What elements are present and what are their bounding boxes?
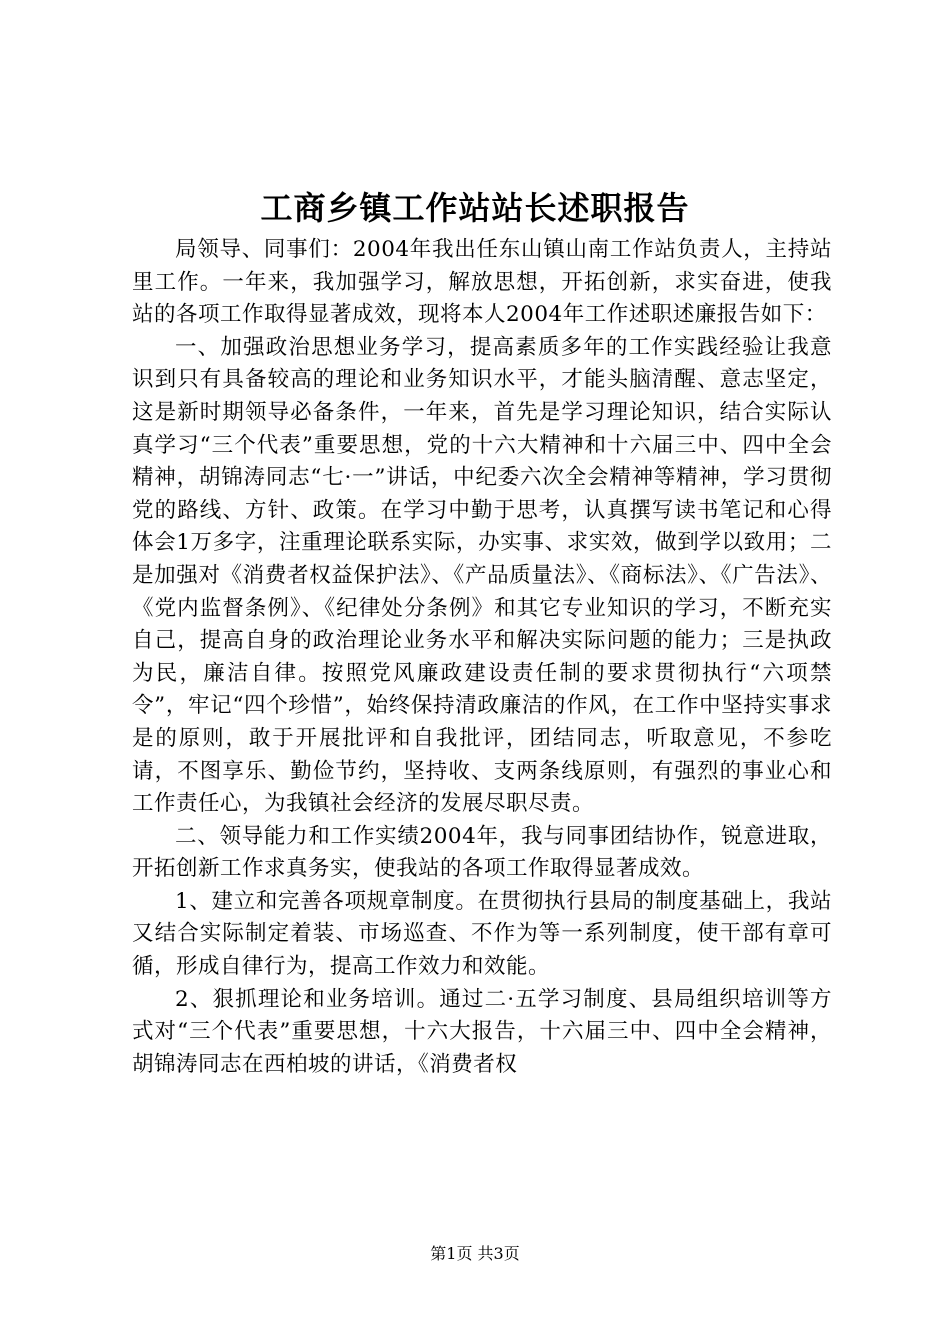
paragraph-greeting: 局领导、同事们：2004年我出任东山镇山南工作站负责人，主持站里工作。一年来，我加强学习，解放思想，开拓创新，求实奋进，使我站的各项工作取得显著成效，现将本人2004年工作述职述廉报告如下：: [132, 237, 832, 328]
paragraph-item-two: 2、狠抓理论和业务培训。通过二·五学习制度、县局组织培训等方式对“三个代表”重要思想，十六大报告，十六届三中、四中全会精神，胡锦涛同志在西柏坡的讲话，《消费者权: [132, 986, 832, 1077]
paragraph-section-two: 二、领导能力和工作实绩2004年，我与同事团结协作，锐意进取，开拓创新工作求真务实，使我站的各项工作取得显著成效。: [132, 823, 832, 882]
page-footer: 第1页 共3页: [430, 1244, 520, 1263]
paragraph-section-one: 一、加强政治思想业务学习，提高素质多年的工作实践经验让我意识到只有具备较高的理论和业务知识水平，才能头脑清醒、意志坚定，这是新时期领导必备条件，一年来，首先是学习理论知识，结合实际认真学习“三个代表”重要思想，党的十六大精神和十六届三中、四中全会精神，胡锦涛同志“七·一”讲话，中纪委六次全会精神等精神，学习贯彻党的路线、方针、政策。在学习中勤于思考，认真撰写读书笔记和心得体会1万多字，注重理论联系实际，办实事、求实效，做到学以致用；二是加强对《消费者权益保护法》、《产品质量法》、《商标法》、《广告法》、《党内监督条例》、《纪律处分条例》和其它专业知识的学习，不断充实自己，提高自身的政治理论业务水平和解决实际问题的能力；三是执政为民，廉洁自律。按照党风廉政建设责任制的要求贯彻执行“六项禁令”，牢记“四个珍惜”，始终保持清政廉洁的作风，在工作中坚持实事求是的原则，敢于开展批评和自我批评，团结同志，听取意见，不参吃请，不图享乐、勤俭节约，坚持收、支两条线原则，有强烈的事业心和工作责任心，为我镇社会经济的发展尽职尽责。: [132, 334, 832, 817]
document-body: [132, 234, 832, 1081]
document-title: 工商乡镇工作站站长述职报告: [260, 189, 690, 227]
paragraph-item-one: 1、建立和完善各项规章制度。在贯彻执行县局的制度基础上，我站又结合实际制定着装、市场巡查、不作为等一系列制度，使干部有章可循，形成自律行为，提高工作效力和效能。: [132, 888, 832, 980]
